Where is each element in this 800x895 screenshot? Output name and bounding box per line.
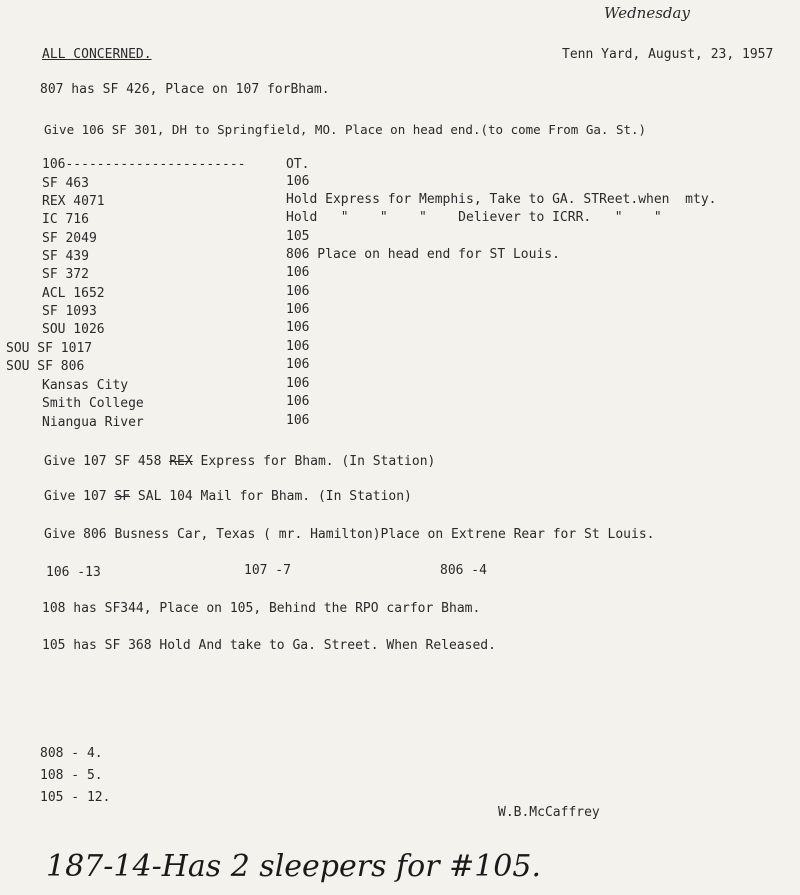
consist-car: SF 2049	[42, 231, 97, 246]
consist-note: 106	[286, 284, 310, 299]
consist-car: SF 372	[42, 267, 89, 282]
consist-note: 106	[286, 413, 310, 428]
handwritten-note: 187-14-Has 2 sleepers for #105.	[46, 849, 542, 884]
consist-note: 106	[286, 357, 310, 372]
consist-note: Hold Express for Memphis, Take to GA. STReet.when mty.	[286, 192, 717, 207]
consist-note: 105	[286, 229, 310, 244]
order-line	[44, 489, 412, 505]
consist-note: 806 Place on head end for ST Louis.	[286, 247, 560, 262]
order-line: 108 has SF344, Place on 105, Behind the RPO carfor Bham.	[42, 601, 481, 616]
signature: W.B.McCaffrey	[498, 805, 600, 820]
consist-car: Smith College	[42, 396, 144, 411]
consist-car: SF 463	[42, 176, 89, 191]
consist-note: 106	[286, 174, 310, 189]
consist-car: Kansas City	[42, 378, 129, 393]
order-text: Express for Bham. (In Station)	[192, 454, 436, 469]
consist-note: Hold " " " Deliever to ICRR. " "	[286, 210, 662, 225]
train-count: 107 -7	[244, 563, 291, 578]
consist-car: SF 439	[42, 249, 89, 264]
consist-note: 106	[286, 339, 310, 354]
order-line	[44, 454, 435, 470]
order-line: Give 806 Busness Car, Texas ( mr. Hamilton)Place on Extrene Rear for St Louis.	[44, 527, 655, 542]
footer-count: 105 - 12.	[40, 790, 111, 805]
order-text: SAL 104 Mail for Bham. (In Station)	[130, 489, 412, 504]
consist-note: 106	[286, 265, 310, 280]
consist-car: REX 4071	[42, 194, 105, 209]
consist-car: SOU SF 1017	[6, 341, 93, 356]
consist-car: ACL 1652	[42, 286, 105, 301]
struck-text: SF	[114, 489, 131, 504]
consist-car: Niangua River	[42, 415, 144, 430]
consist-note: 106	[286, 394, 310, 409]
instruction-line: Give 106 SF 301, DH to Springfield, MO. Place on head end.(to come From Ga. St.)	[44, 122, 647, 137]
struck-text: REX	[169, 454, 193, 469]
consist-car: IC 716	[42, 212, 89, 227]
to-line: ALL CONCERNED.	[42, 47, 152, 62]
consist-note: 106	[286, 302, 310, 317]
train-count: 806 -4	[440, 563, 487, 578]
order-text: Give 107	[44, 489, 115, 504]
footer-count: 808 - 4.	[40, 746, 103, 761]
order-text: Give 107 SF 458	[44, 454, 170, 469]
footer-count: 108 - 5.	[40, 768, 103, 783]
consist-note: 106	[286, 376, 310, 391]
consist-car: SF 1093	[42, 304, 97, 319]
day-note: Wednesday	[604, 4, 690, 22]
consist-car: SOU 1026	[42, 322, 105, 337]
consist-note: 106	[286, 320, 310, 335]
instruction-line: 807 has SF 426, Place on 107 forBham.	[40, 82, 330, 97]
consist-car: SOU SF 806	[6, 359, 85, 374]
order-line: 105 has SF 368 Hold And take to Ga. Street. When Released.	[42, 638, 496, 653]
place-date: Tenn Yard, August, 23, 1957	[562, 47, 774, 62]
consist-head-left: 106-----------------------	[42, 157, 246, 172]
train-count: 106 -13	[46, 565, 101, 580]
consist-head-right: OT.	[286, 157, 310, 172]
